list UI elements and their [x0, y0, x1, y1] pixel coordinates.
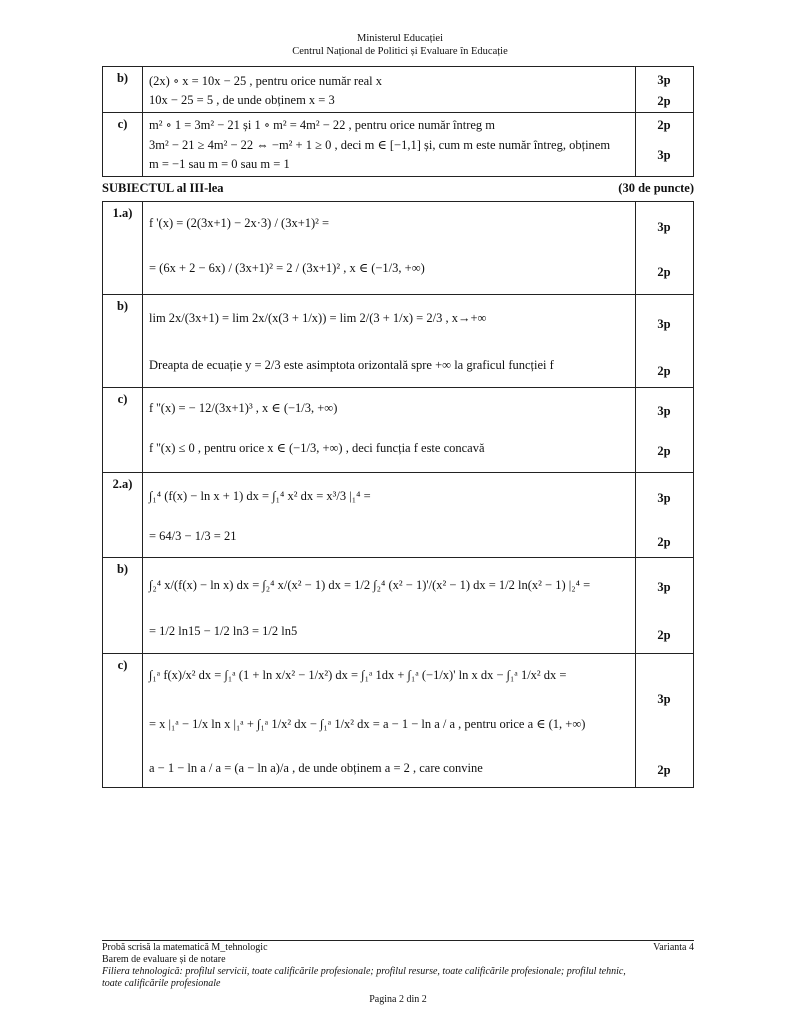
row-1b	[103, 294, 693, 387]
formula-1b-1: lim 2x/(3x+1) = lim 2x/(x(3 + 1/x)) = lim 2/(3 + 1/x) = 2/3 , x→+∞	[149, 311, 487, 325]
row-1c	[103, 387, 693, 472]
formula-1a-2: = (6x + 2 − 6x) / (3x+1)² = 2 / (3x+1)² , x ∈ (−1/3, +∞)	[149, 261, 425, 275]
row-label: b)	[103, 295, 143, 387]
row-2a	[103, 472, 693, 557]
footer-line3: Filiera tehnologică: profilul servicii, toate calificările profesionale; profilul resurse, toate calificările profesionale; profilul tehnic,	[102, 966, 626, 977]
points: 2p	[657, 265, 671, 279]
section-points: (30 de puncte)	[618, 181, 694, 195]
points: 3p	[657, 491, 671, 505]
points: 2p	[657, 118, 671, 132]
footer-divider	[102, 940, 694, 941]
header-ministry: Ministerul Educației	[356, 33, 444, 44]
formula-2c-2: = x |₁ᵃ − 1/x ln x |₁ᵃ + ∫₁ᵃ 1/x² dx − ∫₁ᵃ 1/x² dx = a − 1 − ln a / a , pentru orice a ∈ (1, +∞)	[149, 717, 586, 731]
points: 2p	[657, 444, 671, 458]
row-label: 1.a)	[103, 202, 143, 294]
points: 2p	[657, 763, 671, 777]
points: 3p	[657, 404, 671, 418]
line-2c-1: m² ∘ 1 = 3m² − 21 și 1 ∘ m² = 4m² − 22 , pentru orice număr întreg m	[149, 118, 496, 132]
row-label: c)	[103, 654, 143, 787]
row-label: b)	[103, 67, 143, 112]
row-1a	[103, 202, 693, 294]
row-2c	[103, 112, 693, 176]
row-2b	[103, 557, 693, 653]
points-column	[635, 388, 693, 472]
formula-2c-3: a − 1 − ln a / a = (a − ln a)/a , de unde obținem a = 2 , care convine	[149, 761, 483, 775]
footer-line4: toate calificările profesionale	[102, 978, 221, 989]
row-label: 2.a)	[103, 473, 143, 557]
formula-2a-1: ∫₁⁴ (f(x) − ln x + 1) dx = ∫₁⁴ x² dx = x³/3 |₁⁴ =	[149, 489, 371, 503]
points: 3p	[657, 148, 671, 162]
row-2c	[103, 653, 693, 787]
formula-1a-1: f '(x) = (2(3x+1) − 2x·3) / (3x+1)² =	[149, 216, 330, 230]
points-column	[635, 202, 693, 294]
row-2b	[103, 67, 693, 112]
points: 3p	[657, 220, 671, 234]
points: 3p	[657, 73, 671, 87]
line-2b-2: 10x − 25 = 5 , de unde obținem x = 3	[149, 93, 335, 107]
section-title: SUBIECTUL al III-lea	[102, 181, 224, 195]
table-part2	[102, 66, 694, 177]
formula-1c-1: f ''(x) = − 12/(3x+1)³ , x ∈ (−1/3, +∞)	[149, 401, 338, 415]
points: 2p	[657, 535, 671, 549]
formula-2b-1: ∫₂⁴ x/(f(x) − ln x) dx = ∫₂⁴ x/(x² − 1) dx = 1/2 ∫₂⁴ (x² − 1)'/(x² − 1) dx = 1/2 ln(x² − 1) |₂⁴ =	[149, 578, 591, 592]
points: 2p	[657, 364, 671, 378]
points: 2p	[657, 628, 671, 642]
line-2c-2: 3m² − 21 ≥ 4m² − 22 ⇔ −m² + 1 ≥ 0 , deci m ∈ [−1,1] și, cum m este număr întreg, obținem	[149, 138, 611, 152]
row-label: c)	[103, 388, 143, 472]
points: 3p	[657, 692, 671, 706]
footer-variant: Varianta 4	[653, 942, 694, 953]
points: 3p	[657, 317, 671, 331]
page-number: Pagina 2 din 2	[369, 994, 427, 1005]
formula-1c-2: f ''(x) ≤ 0 , pentru orice x ∈ (−1/3, +∞) , deci funcția f este concavă	[149, 441, 485, 455]
table-part3	[102, 201, 694, 788]
row-label: c)	[103, 113, 143, 176]
line-2c-3: m = −1 sau m = 0 sau m = 1	[149, 157, 290, 171]
line-2b-1: (2x) ∘ x = 10x − 25 , pentru orice număr real x	[149, 74, 383, 88]
points: 3p	[657, 580, 671, 594]
footer-line2: Barem de evaluare și de notare	[102, 954, 226, 965]
header-center: Centrul Național de Politici și Evaluare în Educație	[292, 46, 508, 57]
formula-2b-2: = 1/2 ln15 − 1/2 ln3 = 1/2 ln5	[149, 624, 298, 638]
formula-2c-1: ∫₁ᵃ f(x)/x² dx = ∫₁ᵃ (1 + ln x/x² − 1/x²) dx = ∫₁ᵃ 1dx + ∫₁ᵃ (−1/x)' ln x dx − ∫₁ᵃ 1/x² dx =	[149, 668, 567, 682]
formula-2a-2: = 64/3 − 1/3 = 21	[149, 529, 237, 543]
row-label: b)	[103, 558, 143, 653]
formula-1b-2: Dreapta de ecuație y = 2/3 este asimptota orizontală spre +∞ la graficul funcției f	[149, 358, 554, 372]
points: 2p	[657, 94, 671, 108]
footer-line1-left: Probă scrisă la matematică M_tehnologic	[102, 942, 268, 953]
